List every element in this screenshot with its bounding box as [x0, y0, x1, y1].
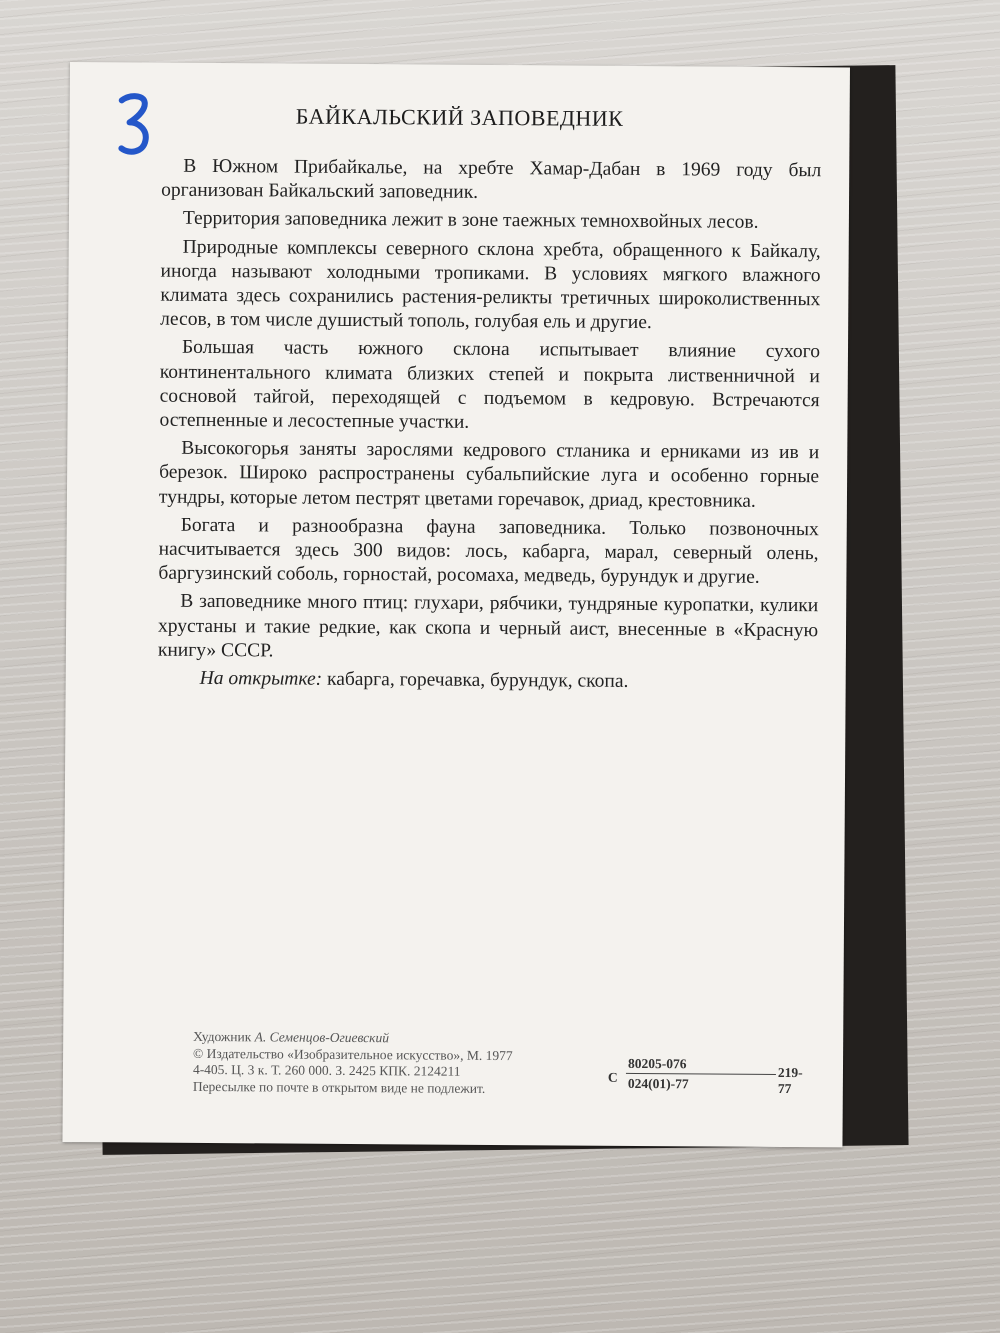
fraction-line — [626, 1073, 776, 1075]
price-code-numerator: 80205-076 — [627, 1055, 687, 1072]
mail-note-line: Пересылке по почте в открытом виде не подлежит. — [192, 1078, 486, 1096]
price-code-tail: 219-77 — [777, 1064, 803, 1097]
paragraph: Богата и разнообразна фауна заповедника. Только позвоночных насчитывается здесь 300 видов: лось, кабарга, марал, северный олень, баргузинский соболь, горностай, росомаха, медведь, бурундук и другие. — [158, 514, 819, 589]
paragraph: Территория заповедника лежит в зоне таежных темнохвойных лесов. — [182, 208, 759, 234]
publisher-line: © Издательство «Изобразительное искусство», М. 1977 — [193, 1045, 513, 1063]
paragraph: Большая часть южного склона испытывает влияние сухого континентального климата близких степей и покрыта лиственничной и сосновой тайгой, переходящей с подъемом в кедровую. Встречаются остепненные и лесостепные участки. — [159, 337, 821, 433]
price-code — [608, 1056, 808, 1097]
paragraph: В заповеднике много птиц: глухари, рябчики, тундряные куропатки, кулики хрустаны и такие редкие, как скопа и черный аист, внесенные в «Красную книгу» СССР. — [157, 591, 819, 662]
paragraph: Природные комплексы северного склона хребта, обращенного к Байкалу, иногда называют холодными тропиками. В условиях мягкого влажного климата здесь сохранились растения-реликты третичных широколиственных лесов, в том числе душистый тополь, голубая ель и другие. — [160, 236, 821, 334]
print-info-line: 4-405. Ц. 3 к. Т. 260 000. З. 2425 КПК. 2124211 — [192, 1061, 461, 1079]
imprint-block — [193, 1029, 663, 1098]
page-title: БАЙКАЛЬСКИЙ ЗАПОВЕДНИК — [295, 103, 624, 131]
paragraph: Высокогорья заняты зарослями кедрового стланика и ерниками из ив и березок. Широко распространены субальпийские луга и особенно горные тундры, которые летом пестрят цветами горечавок, дриад, крестовника. — [158, 438, 820, 512]
paragraph: В Южном Прибайкалье, на хребте Хамар-Дабан в 1969 году был организован Байкальский заповедник. — [161, 155, 822, 204]
description-text — [158, 155, 822, 696]
artist-label: Художник — [193, 1028, 255, 1045]
price-code-letter: С — [607, 1069, 618, 1085]
caption-text: кабарга, горечавка, бурундук, скопа. — [322, 668, 629, 692]
price-code-denominator: 024(01)-77 — [627, 1075, 689, 1092]
postcard-caption — [158, 667, 818, 696]
postcard-back — [62, 62, 850, 1147]
caption-label: На открытке: — [199, 667, 323, 690]
artist-name: А. Семенцов-Огиевский — [254, 1029, 390, 1046]
